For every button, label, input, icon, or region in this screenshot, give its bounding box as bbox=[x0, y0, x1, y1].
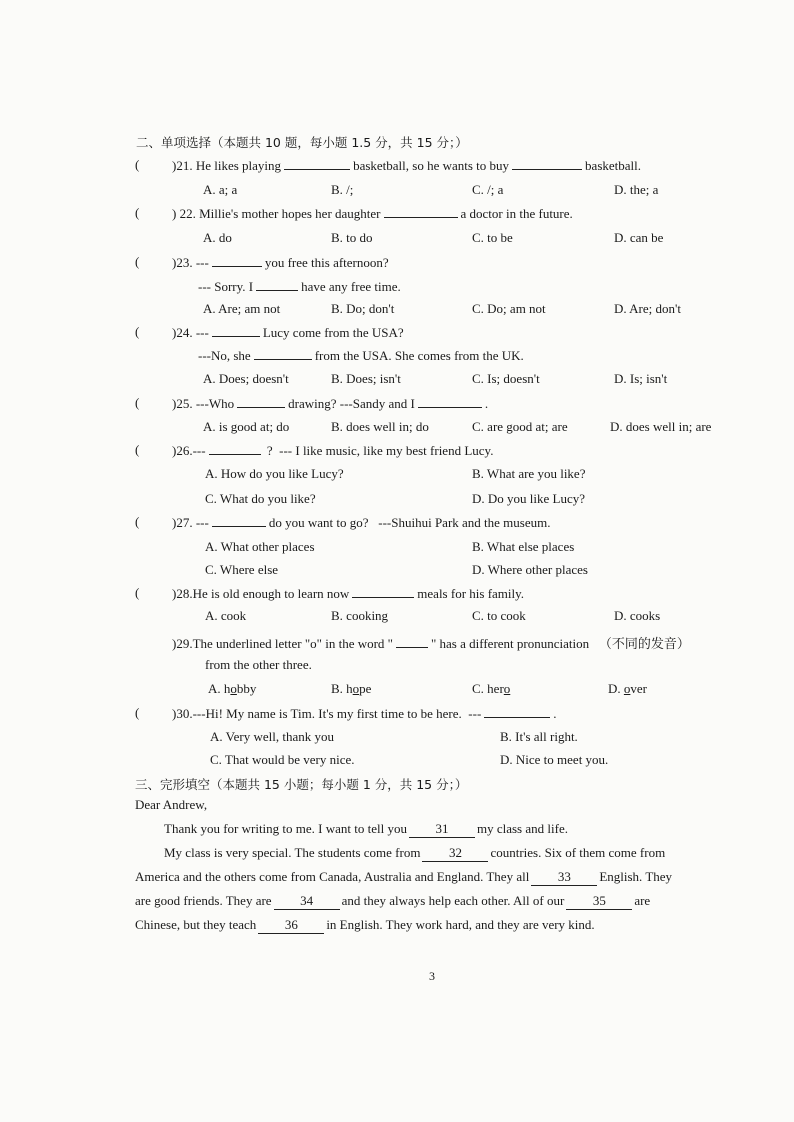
blank bbox=[418, 395, 482, 408]
q22-option-d: D. can be bbox=[614, 230, 664, 245]
q21-option-b: B. /; bbox=[331, 182, 354, 197]
blank bbox=[484, 705, 550, 718]
cloze-blank-36: 36 bbox=[258, 917, 324, 934]
q30-option-c: C. That would be very nice. bbox=[210, 752, 355, 767]
q21-option-a: A. a; a bbox=[203, 182, 238, 197]
q28-option-a: A. cook bbox=[205, 608, 247, 623]
blank bbox=[212, 514, 266, 527]
blank bbox=[352, 585, 414, 598]
blank bbox=[284, 157, 350, 170]
letter-line-1: Thank you for writing to me. I want to tell you 31 my class and life. bbox=[164, 821, 568, 836]
cloze-blank-31: 31 bbox=[409, 821, 475, 838]
question-26: )26.--- ? --- I like music, like my best friend Lucy. bbox=[172, 443, 494, 458]
blank bbox=[209, 442, 261, 455]
q24-option-a: A. Does; doesn't bbox=[203, 371, 289, 386]
q27-option-d: D. Where other places bbox=[472, 562, 588, 577]
q26-option-d: D. Do you like Lucy? bbox=[472, 491, 586, 506]
q26-option-b: B. What are you like? bbox=[472, 466, 586, 481]
blank bbox=[384, 205, 458, 218]
q24-option-d: D. Is; isn't bbox=[614, 371, 668, 386]
blank bbox=[256, 278, 298, 291]
q30-option-d: D. Nice to meet you. bbox=[500, 752, 609, 767]
cloze-blank-35: 35 bbox=[566, 893, 632, 910]
q26-option-a: A. How do you like Lucy? bbox=[205, 466, 344, 481]
q21-option-c: C. /; a bbox=[472, 182, 504, 197]
question-30: )30.---Hi! My name is Tim. It's my first time to be here. --- . bbox=[172, 706, 557, 721]
blank bbox=[254, 347, 312, 360]
answer-paren-28: ( bbox=[135, 585, 140, 600]
q23-option-b: B. Do; don't bbox=[331, 301, 395, 316]
question-23: )23. --- you free this afternoon? bbox=[172, 255, 389, 270]
q29-option-d: D. over bbox=[608, 681, 647, 696]
section-3-title: 三、完形填空（本题共 15 小题；每小题 1 分，共 15 分；） bbox=[135, 777, 468, 792]
question-27: )27. --- do you want to go? ---Shuihui Park and the museum. bbox=[172, 515, 551, 530]
q28-option-c: C. to cook bbox=[472, 608, 526, 623]
blank bbox=[512, 157, 582, 170]
letter-greeting: Dear Andrew, bbox=[135, 797, 208, 812]
q25-option-c: C. are good at; are bbox=[472, 419, 568, 434]
q29-option-b: B. hope bbox=[331, 681, 372, 696]
question-24: )24. --- Lucy come from the USA? bbox=[172, 325, 404, 340]
question-24-reply: ---No, she from the USA. She comes from the UK. bbox=[198, 348, 524, 363]
answer-paren-25: ( bbox=[135, 395, 140, 410]
q30-option-b: B. It's all right. bbox=[500, 729, 578, 744]
q27-option-a: A. What other places bbox=[205, 539, 315, 554]
cloze-blank-33: 33 bbox=[531, 869, 597, 886]
q22-option-c: C. to be bbox=[472, 230, 513, 245]
q27-option-c: C. Where else bbox=[205, 562, 279, 577]
q22-option-b: B. to do bbox=[331, 230, 373, 245]
cloze-blank-34: 34 bbox=[274, 893, 340, 910]
q28-option-d: D. cooks bbox=[614, 608, 661, 623]
section-2-title: 二、单项选择（本题共 10 题，每小题 1.5 分，共 15 分；） bbox=[136, 135, 468, 150]
blank bbox=[396, 635, 428, 648]
question-29-cont: from the other three. bbox=[205, 657, 312, 672]
question-29: )29.The underlined letter "o" in the word " " has a different pronunciation （不同的发音） bbox=[172, 636, 690, 651]
question-21: )21. He likes playing basketball, so he wants to buy basketball. bbox=[172, 158, 642, 173]
blank bbox=[237, 395, 285, 408]
letter-line-5: Chinese, but they teach 36 in English. They work hard, and they are very kind. bbox=[135, 917, 595, 932]
q28-option-b: B. cooking bbox=[331, 608, 389, 623]
q21-option-d: D. the; a bbox=[614, 182, 659, 197]
answer-paren-24: ( bbox=[135, 324, 140, 339]
question-28: )28.He is old enough to learn now meals for his family. bbox=[172, 586, 525, 601]
answer-paren-30: ( bbox=[135, 705, 140, 720]
q29-option-a: A. hobby bbox=[208, 681, 257, 696]
q23-option-a: A. Are; am not bbox=[203, 301, 281, 316]
letter-line-4: are good friends. They are 34 and they always help each other. All of our 35 are bbox=[135, 893, 651, 908]
letter-line-2: My class is very special. The students come from 32 countries. Six of them come from bbox=[164, 845, 666, 860]
q25-option-a: A. is good at; do bbox=[203, 419, 290, 434]
letter-line-3: America and the others come from Canada, Australia and England. They all 33 English. They bbox=[135, 869, 673, 884]
q25-option-d: D. does well in; are bbox=[610, 419, 712, 434]
q29-option-c: C. hero bbox=[472, 681, 511, 696]
blank bbox=[212, 254, 262, 267]
q30-option-a: A. Very well, thank you bbox=[210, 729, 334, 744]
q23-option-d: D. Are; don't bbox=[614, 301, 681, 316]
question-22: ) 22. Millie's mother hopes her daughter a doctor in the future. bbox=[172, 206, 573, 221]
answer-paren-27: ( bbox=[135, 514, 140, 529]
page-number: 3 bbox=[429, 969, 435, 983]
question-23-reply: --- Sorry. I have any free time. bbox=[198, 279, 401, 294]
q23-option-c: C. Do; am not bbox=[472, 301, 546, 316]
answer-paren-23: ( bbox=[135, 254, 140, 269]
answer-paren-21: ( bbox=[135, 157, 140, 172]
q24-option-c: C. Is; doesn't bbox=[472, 371, 540, 386]
q26-option-c: C. What do you like? bbox=[205, 491, 316, 506]
q25-option-b: B. does well in; do bbox=[331, 419, 429, 434]
blank bbox=[212, 324, 260, 337]
answer-paren-22: ( bbox=[135, 205, 140, 220]
answer-paren-26: ( bbox=[135, 442, 140, 457]
q22-option-a: A. do bbox=[203, 230, 232, 245]
question-25: )25. ---Who drawing? ---Sandy and I . bbox=[172, 396, 489, 411]
q24-option-b: B. Does; isn't bbox=[331, 371, 401, 386]
cloze-blank-32: 32 bbox=[422, 845, 488, 862]
q27-option-b: B. What else places bbox=[472, 539, 575, 554]
